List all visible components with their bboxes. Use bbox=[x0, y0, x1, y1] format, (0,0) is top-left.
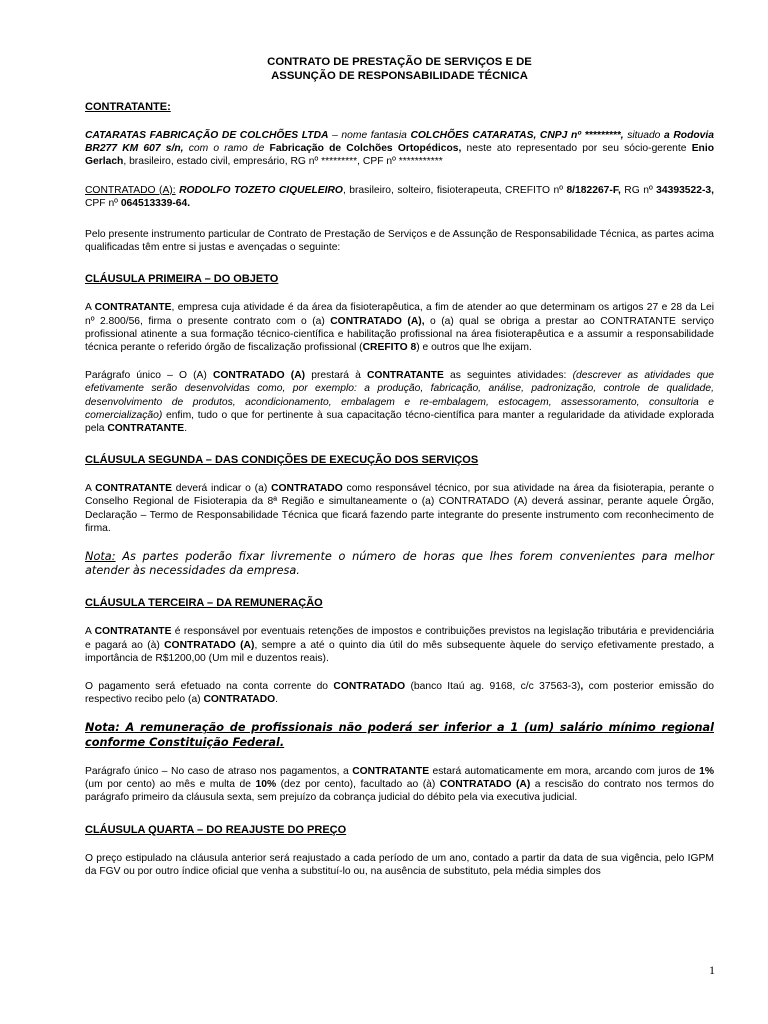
rg-number: 34393522-3, bbox=[656, 184, 715, 196]
text: neste ato representado por seu sócio-gerente bbox=[461, 143, 692, 155]
contratado-paragraph bbox=[85, 184, 714, 210]
party-name: CONTRATADO bbox=[333, 681, 406, 693]
party-name: CONTRATADO (A) bbox=[212, 370, 306, 382]
text: estará automaticamente em mora, arcando com juros de bbox=[429, 765, 700, 777]
text: (um por cento) ao mês e multa de bbox=[85, 779, 256, 791]
clause-3-paragraph-1 bbox=[85, 625, 714, 665]
party-name: CONTRATANTE bbox=[94, 626, 172, 638]
document-title bbox=[85, 55, 714, 83]
note-label: Nota bbox=[85, 721, 116, 735]
text: RG nº bbox=[620, 184, 657, 196]
text: A bbox=[85, 483, 96, 495]
text: O pagamento será efetuado na conta corrente do bbox=[85, 681, 334, 693]
party-name: CONTRATANTE bbox=[94, 302, 172, 314]
party-name: CONTRATADO (A) bbox=[164, 639, 255, 651]
text: . bbox=[275, 694, 279, 706]
clause-1-paragraph-2 bbox=[85, 369, 714, 435]
text: as seguintes atividades: bbox=[443, 370, 573, 382]
contratado-name: RODOLFO TOZETO CIQUELEIRO bbox=[175, 184, 343, 196]
text: com posterior emissão do respectivo recibo pelo (a) bbox=[85, 681, 714, 706]
clause-4-heading: CLÁUSULA QUARTA – DO REAJUSTE DO PREÇO bbox=[85, 823, 347, 836]
intro-paragraph: Pelo presente instrumento particular de Contrato de Prestação de Serviços e de Assunção de Responsabilidade Técnica, as partes acima qualificadas têm entre si justas e avençadas o seguinte: bbox=[85, 229, 714, 254]
text: , brasileiro, estado civil, empresário, RG nº *********, CPF nº *********** bbox=[123, 156, 443, 168]
party-name: CONTRATADO bbox=[271, 483, 343, 495]
clause-3-paragraph-3 bbox=[85, 765, 714, 805]
contratante-paragraph bbox=[85, 129, 714, 169]
text: Parágrafo único – O (A) bbox=[85, 370, 213, 382]
title-line-2: ASSUNÇÃO DE RESPONSABILIDADE TÉCNICA bbox=[271, 70, 528, 82]
title-line-1: CONTRATO DE PRESTAÇÃO DE SERVIÇOS E DE bbox=[267, 56, 532, 68]
bank-details: (banco Itaú ag. 9168, c/c 37563-3) bbox=[405, 681, 581, 693]
text: como responsável técnico, por sua atividade na área da fisioterapia, perante o Conselho Regional de Fisioterapia da 8ª Região e simultaneamente o (a) CONTRATADO (A) deverá assinar, perante aquele Órgão, Declaração – Termo de Responsabilidade Técnica que ficará fazendo parte integrante do presente instrumento com reconhecimento de firma. bbox=[85, 483, 714, 534]
party-name: CONTRATADO (A), bbox=[330, 315, 425, 327]
text: com o ramo de bbox=[183, 143, 270, 155]
text: , sempre a até o quinto dia útil do mês subsequente àquele do serviço efetivamente prestado, a importância de R$1200,00 (Um mil e duzentos reais). bbox=[85, 639, 714, 664]
cpf-number: 064513339-64. bbox=[120, 197, 191, 209]
clause-3-paragraph-2 bbox=[85, 680, 714, 706]
company-name: CATARATAS FABRICAÇÃO DE COLCHÕES LTDA bbox=[85, 130, 329, 141]
clause-1-paragraph-1 bbox=[85, 301, 714, 354]
interest-rate: 1% bbox=[699, 765, 714, 777]
text: prestará à bbox=[305, 370, 367, 382]
text: A bbox=[85, 302, 95, 314]
text: (dez por cento), facultado ao (à) bbox=[276, 779, 440, 791]
contratante-heading: CONTRATANTE: bbox=[85, 101, 171, 113]
contratado-label: CONTRATADO (A): bbox=[85, 184, 176, 196]
note-text: : A remuneração de profissionais não poderá ser inferior a 1 (um) salário mínimo regional conforme Constituição Federal. bbox=[85, 721, 714, 749]
party-name: CONTRATADO bbox=[203, 694, 276, 706]
text: , brasileiro, solteiro, fisioterapeuta, CREFITO nº bbox=[342, 184, 567, 196]
party-name: CONTRATANTE bbox=[352, 765, 430, 777]
clause-3-heading: CLÁUSULA TERCEIRA – DA REMUNERAÇÃO bbox=[85, 597, 323, 610]
clause-2-note bbox=[85, 550, 714, 578]
text: A bbox=[85, 626, 95, 638]
party-name: CONTRATANTE bbox=[367, 370, 444, 382]
party-name: CONTRATANTE bbox=[107, 423, 185, 435]
company-activity: Fabricação de Colchões Ortopédicos, bbox=[269, 143, 462, 155]
crefito-number: 8/182267-F, bbox=[566, 184, 621, 196]
clause-2-heading: CLÁUSULA SEGUNDA – DAS CONDIÇÕES DE EXECUÇÃO DOS SERVIÇOS bbox=[85, 454, 479, 467]
text: situado bbox=[623, 130, 665, 141]
note-label: Nota: bbox=[85, 550, 116, 564]
text: CPF nº bbox=[85, 197, 121, 209]
text: Parágrafo único – No caso de atraso nos pagamentos, a bbox=[85, 765, 353, 777]
text: enfim, tudo o que for pertinente à sua capacitação técno-científica para manter a regularidade da atividade explorada pela bbox=[85, 409, 714, 435]
party-name: CONTRATANTE bbox=[95, 483, 172, 495]
text: é responsável por eventuais retenções de impostos e contribuições previstos na legislação tributária e previdenciária e pagará ao (à) bbox=[85, 626, 714, 651]
text: o (a) qual se obriga a prestar ao CONTRATANTE serviço profissional atinente a sua formação técnico-científica e habilitação profissional na área fisioterapêutica e a assumir a responsabilidade técnica perante o referido órgão de fiscalização profissional ( bbox=[85, 315, 715, 354]
party-name: CONTRATADO (A) bbox=[439, 779, 531, 791]
note-text: As partes poderão fixar livremente o número de horas que lhes forem convenientes para melhor atender às necessidades da empresa. bbox=[85, 550, 714, 578]
text: , bbox=[580, 681, 584, 693]
activities-description: (descrever as atividades que efetivamente serão desenvolvidas como, por exemplo: a produção, fabricação, análise, padronização, controle de qualidade, desenvolvimento de produtos, acondicionamento, embalagem e re-embalagem, estocagem, assessoramento, consultoria e comercialização) bbox=[85, 370, 715, 421]
crefito-region: CREFITO 8 bbox=[362, 342, 417, 354]
page-number: 1 bbox=[709, 963, 715, 977]
manager-name: Enio Gerlach bbox=[85, 143, 714, 168]
text: ) e outros que lhe exijam. bbox=[416, 342, 532, 354]
company-address: a Rodovia BR277 KM 607 s/n, bbox=[85, 130, 714, 155]
clause-2-paragraph-1 bbox=[85, 482, 714, 535]
penalty-rate: 10% bbox=[255, 779, 277, 791]
clause-3-note bbox=[85, 721, 714, 749]
fantasy-name: COLCHÕES CATARATAS, CNPJ nº *********, bbox=[410, 130, 624, 141]
text: deverá indicar o (a) bbox=[171, 483, 272, 495]
clause-4-paragraph-1: O preço estipulado na cláusula anterior será reajustado a cada período de um ano, contado a partir da data de sua vigência, pelo IGPM da FGV ou por outro índice oficial que venha a substituí-lo ou, na ausência de substituto, pela média simples dos bbox=[85, 852, 714, 877]
clause-1-heading: CLÁUSULA PRIMEIRA – DO OBJETO bbox=[85, 273, 279, 286]
text: , empresa cuja atividade é da área da fisioterapêutica, a fim de atender ao que determinam os artigos 27 e 28 da Lei nº 2.800/56, firma o presente contrato com o (a) bbox=[85, 302, 714, 327]
text: a rescisão do contrato nos termos do parágrafo primeiro da cláusula sexta, sem prejuízo da cobrança judicial do débito pela via executiva judicial. bbox=[85, 779, 715, 804]
text: . bbox=[184, 423, 188, 435]
text: – nome fantasia bbox=[328, 130, 411, 141]
